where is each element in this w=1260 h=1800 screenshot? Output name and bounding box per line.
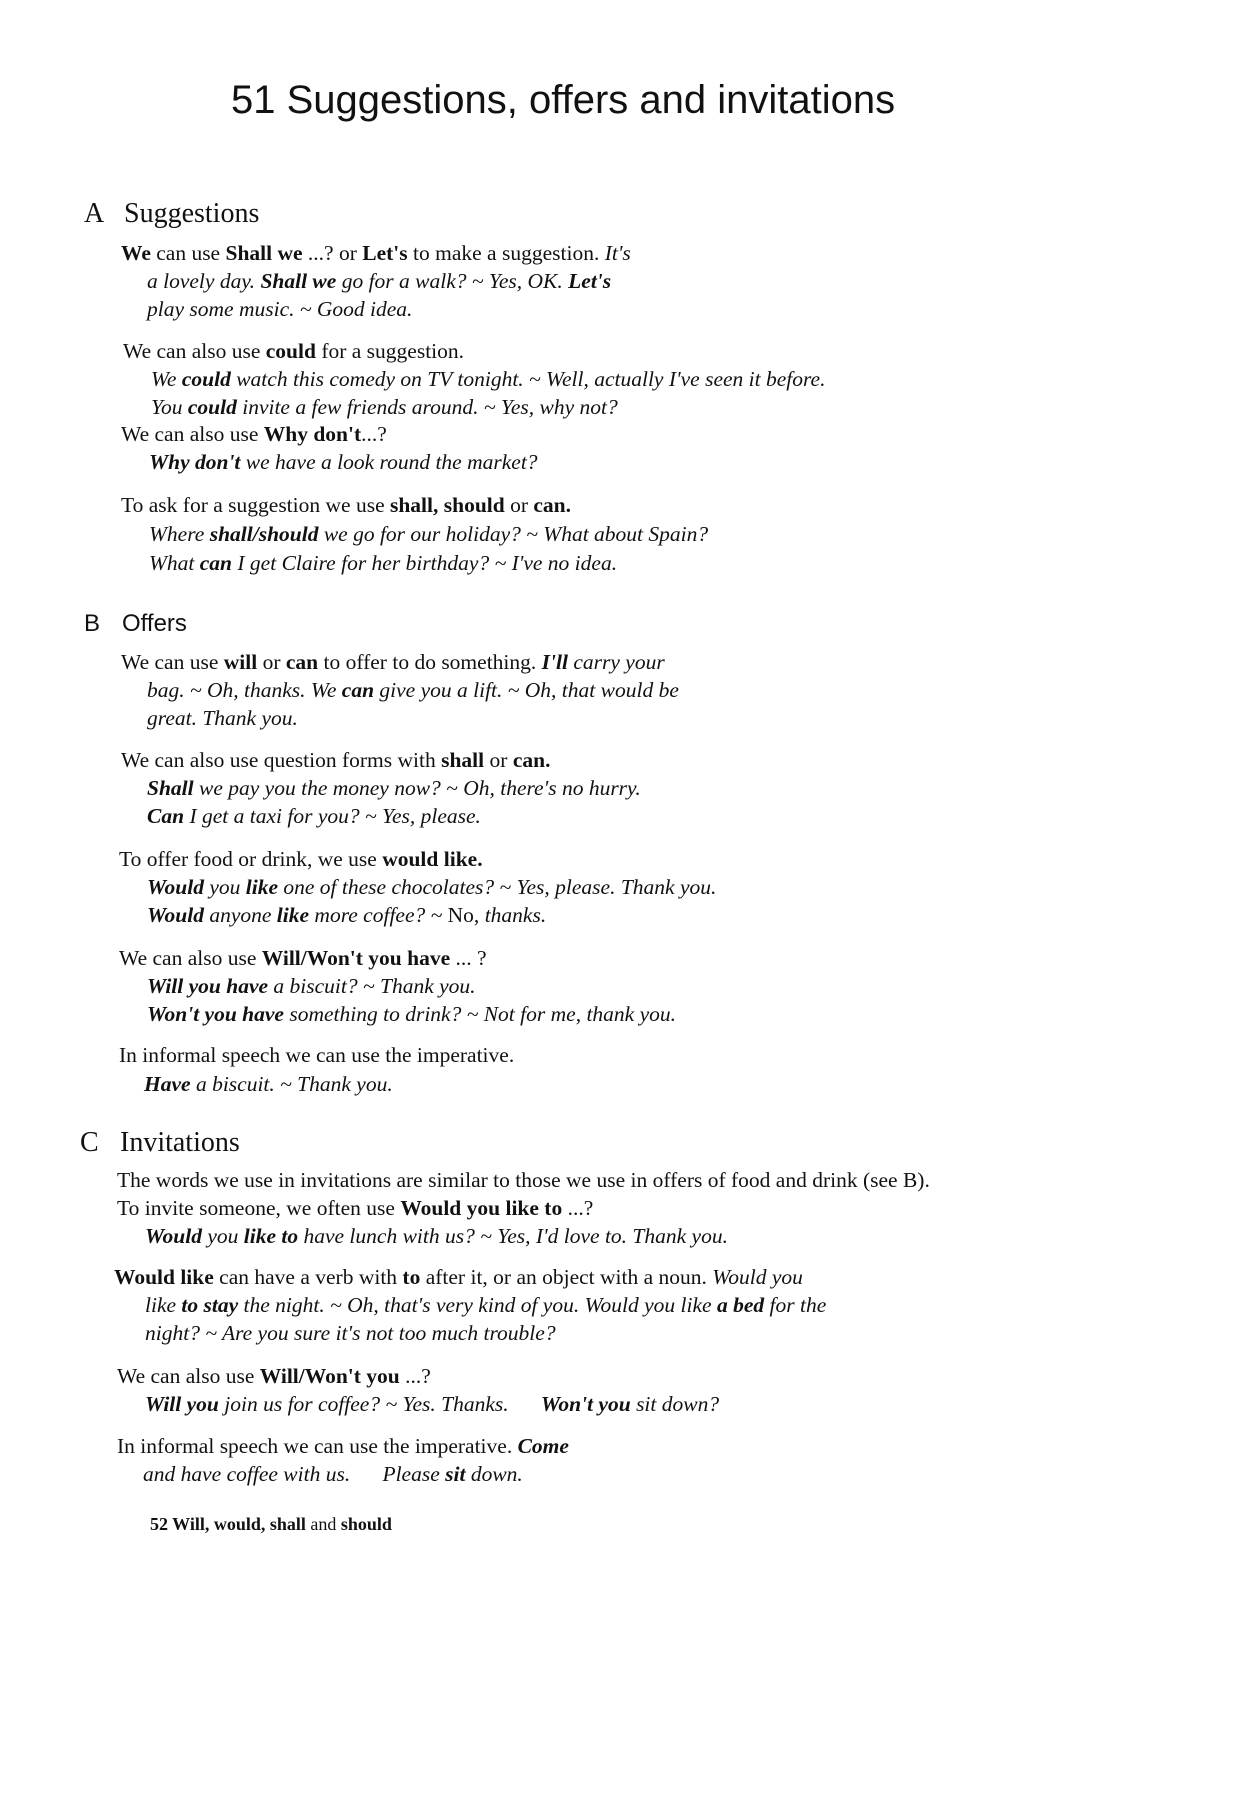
text-run: a biscuit. ~ Thank you.: [190, 1072, 393, 1096]
text-run: It's: [604, 241, 631, 265]
text-run: like to: [243, 1224, 299, 1248]
example-line: [151, 397, 618, 419]
text-run: We can also use: [121, 422, 264, 446]
example-line: [147, 1004, 676, 1026]
text-run: In informal speech we can use the imperative.: [117, 1434, 518, 1458]
text-run: or: [257, 650, 286, 674]
text-run: You: [151, 395, 188, 419]
text-run: we have a look round the market?: [240, 450, 538, 474]
text-run: Will/Won't you: [259, 1364, 400, 1388]
text-run: sit: [445, 1462, 466, 1486]
text-line: [117, 1170, 930, 1192]
text-run: In informal speech we can use the imperative.: [119, 1043, 515, 1067]
text-run: can.: [533, 493, 572, 517]
text-run: We can also use: [123, 339, 266, 363]
text-run: can: [285, 650, 319, 674]
text-run: one of these chocolates? ~ Yes, please. Thank you.: [278, 875, 717, 899]
text-run: Come: [517, 1434, 569, 1458]
text-run: a bed: [716, 1293, 765, 1317]
example-line: [149, 553, 617, 575]
text-line: [121, 652, 665, 674]
section-c-heading: [80, 1127, 240, 1159]
section-b-heading: [84, 610, 187, 638]
example-line: [147, 806, 481, 828]
example-line: [145, 1394, 719, 1416]
text-run: should: [340, 1514, 392, 1534]
example-line: [147, 778, 641, 800]
text-run: Can: [147, 804, 185, 828]
text-run: Will you: [145, 1392, 219, 1416]
text-run: To ask for a suggestion we use: [121, 493, 390, 517]
text-run: [509, 1392, 541, 1416]
text-run: shall: [441, 748, 485, 772]
text-run: sit down?: [630, 1392, 720, 1416]
text-run: Where: [149, 522, 210, 546]
text-run: Will/Won't you have: [261, 946, 451, 970]
example-line: [147, 299, 412, 321]
text-run: night? ~ Are you sure it's not too much trouble?: [145, 1321, 556, 1345]
text-run: Have: [144, 1072, 191, 1096]
text-run: you: [203, 875, 246, 899]
text-run: for the: [764, 1293, 827, 1317]
text-run: The words we use in invitations are similar to those we use in offers of food and drink (see B).: [117, 1168, 930, 1192]
text-run: To offer food or drink, we use: [119, 847, 383, 871]
text-run: or: [484, 748, 513, 772]
text-run: We: [151, 367, 182, 391]
text-run: ...? or: [302, 241, 363, 265]
text-line: [114, 1267, 803, 1289]
page-title: 51 Suggestions, offers and invitations: [231, 78, 896, 122]
text-run: could: [181, 367, 231, 391]
example-line: [147, 271, 611, 293]
text-run: bag. ~ Oh, thanks. We: [147, 678, 342, 702]
section-a-heading: [84, 198, 259, 230]
text-line: [123, 341, 464, 363]
text-run: Why don't: [149, 450, 241, 474]
text-run: I'll: [541, 650, 568, 674]
text-run: No,: [447, 903, 485, 927]
example-line: [149, 452, 538, 474]
text-run: I get a taxi for you? ~ Yes, please.: [184, 804, 481, 828]
text-run: ... ?: [450, 946, 487, 970]
text-run: a lovely day.: [147, 269, 261, 293]
text-run: would like.: [382, 847, 483, 871]
section-title: Invitations: [120, 1127, 240, 1158]
text-line: [117, 1436, 569, 1458]
text-line: [121, 243, 631, 265]
text-run: We can also use: [119, 946, 262, 970]
text-run: play some music. ~ Good idea.: [147, 297, 413, 321]
text-run: you: [201, 1224, 244, 1248]
text-run: to stay: [181, 1293, 239, 1317]
text-run: I get Claire for her birthday? ~ I've no idea.: [232, 551, 618, 575]
cross-reference-footer: [150, 1514, 392, 1535]
text-run: Would you like to: [400, 1196, 563, 1220]
text-run: Shall we: [225, 241, 303, 265]
example-line: [147, 976, 476, 998]
text-run: like: [276, 903, 310, 927]
text-run: Would: [147, 875, 204, 899]
text-run: To invite someone, we often use: [117, 1196, 401, 1220]
text-run: like: [145, 1293, 182, 1317]
text-run: shall, should: [389, 493, 505, 517]
text-run: great. Thank you.: [147, 706, 298, 730]
example-line: [147, 680, 679, 702]
text-run: Won't you have: [147, 1002, 284, 1026]
text-run: for a suggestion.: [315, 339, 465, 363]
text-run: and: [305, 1514, 341, 1534]
example-line: [145, 1323, 556, 1345]
text-run: go for a walk? ~ Yes, OK.: [336, 269, 569, 293]
text-run: ...?: [361, 422, 387, 446]
text-run: Let's: [568, 269, 612, 293]
section-letter: C: [80, 1127, 99, 1158]
text-run: Why don't: [263, 422, 362, 446]
text-run: can: [341, 678, 375, 702]
text-line: [117, 1366, 431, 1388]
example-line: [145, 1295, 826, 1317]
text-line: [121, 495, 571, 517]
section-letter: B: [84, 610, 101, 637]
text-run: Shall: [147, 776, 194, 800]
text-run: 52 Will, would, shall: [150, 1514, 306, 1534]
text-run: we go for our holiday? ~ What about Spain?: [318, 522, 709, 546]
text-run: carry your: [567, 650, 665, 674]
text-run: We can also use: [117, 1364, 260, 1388]
text-run: after it, or an object with a noun.: [420, 1265, 713, 1289]
text-run: something to drink? ~ Not for me, thank you.: [283, 1002, 676, 1026]
text-run: we pay you the money now? ~ Oh, there's no hurry.: [193, 776, 641, 800]
text-run: can.: [512, 748, 551, 772]
section-title: Offers: [122, 610, 187, 637]
text-run: could: [265, 339, 316, 363]
text-run: and have coffee with us.: [143, 1462, 351, 1486]
text-run: down.: [465, 1462, 523, 1486]
text-run: can: [199, 551, 233, 575]
text-run: to: [402, 1265, 421, 1289]
text-run: We: [121, 241, 151, 265]
text-line: [119, 1045, 514, 1067]
section-title: Suggestions: [124, 198, 260, 229]
example-line: [147, 905, 546, 927]
text-line: [121, 750, 550, 772]
section-letter: A: [84, 198, 105, 229]
example-line: [145, 1226, 728, 1248]
text-run: more coffee? ~: [309, 903, 448, 927]
text-run: to make a suggestion.: [407, 241, 605, 265]
text-line: [121, 424, 387, 446]
text-run: What: [149, 551, 200, 575]
text-line: [119, 849, 483, 871]
example-line: [147, 708, 298, 730]
text-run: shall/should: [209, 522, 319, 546]
text-run: Would: [145, 1224, 202, 1248]
text-run: have lunch with us? ~ Yes, I'd love to. Thank you.: [298, 1224, 728, 1248]
text-run: can have a verb with: [213, 1265, 403, 1289]
text-run: We can also use question forms with: [121, 748, 442, 772]
text-run: [350, 1462, 382, 1486]
text-run: Won't you: [540, 1392, 631, 1416]
text-line: [117, 1198, 593, 1220]
text-run: like: [245, 875, 278, 899]
text-run: a biscuit? ~ Thank you.: [268, 974, 476, 998]
text-run: Would: [147, 903, 204, 927]
text-run: join us for coffee? ~ Yes. Thanks.: [218, 1392, 509, 1416]
text-run: Would you: [712, 1265, 803, 1289]
text-run: to offer to do something.: [318, 650, 542, 674]
text-run: Will you have: [147, 974, 269, 998]
text-run: the night. ~ Oh, that's very kind of you. Would you like: [238, 1293, 717, 1317]
text-run: thanks.: [484, 903, 547, 927]
example-line: [144, 1074, 393, 1096]
text-run: can use: [150, 241, 226, 265]
text-run: invite a few friends around. ~ Yes, why not?: [236, 395, 618, 419]
example-line: [143, 1464, 523, 1486]
text-run: Shall we: [260, 269, 337, 293]
example-line: [147, 877, 716, 899]
text-run: ...?: [399, 1364, 431, 1388]
text-run: could: [187, 395, 237, 419]
example-line: [151, 369, 825, 391]
text-run: or: [504, 493, 534, 517]
text-run: anyone: [203, 903, 277, 927]
example-line: [149, 524, 708, 546]
text-run: give you a lift. ~ Oh, that would be: [374, 678, 679, 702]
text-run: Please: [382, 1462, 446, 1486]
text-run: Would like: [114, 1265, 214, 1289]
text-run: ...?: [562, 1196, 594, 1220]
text-run: watch this comedy on TV tonight. ~ Well, actually I've seen it before.: [230, 367, 826, 391]
text-run: Let's: [362, 241, 408, 265]
text-line: [119, 948, 487, 970]
text-run: will: [223, 650, 258, 674]
text-run: We can use: [121, 650, 224, 674]
